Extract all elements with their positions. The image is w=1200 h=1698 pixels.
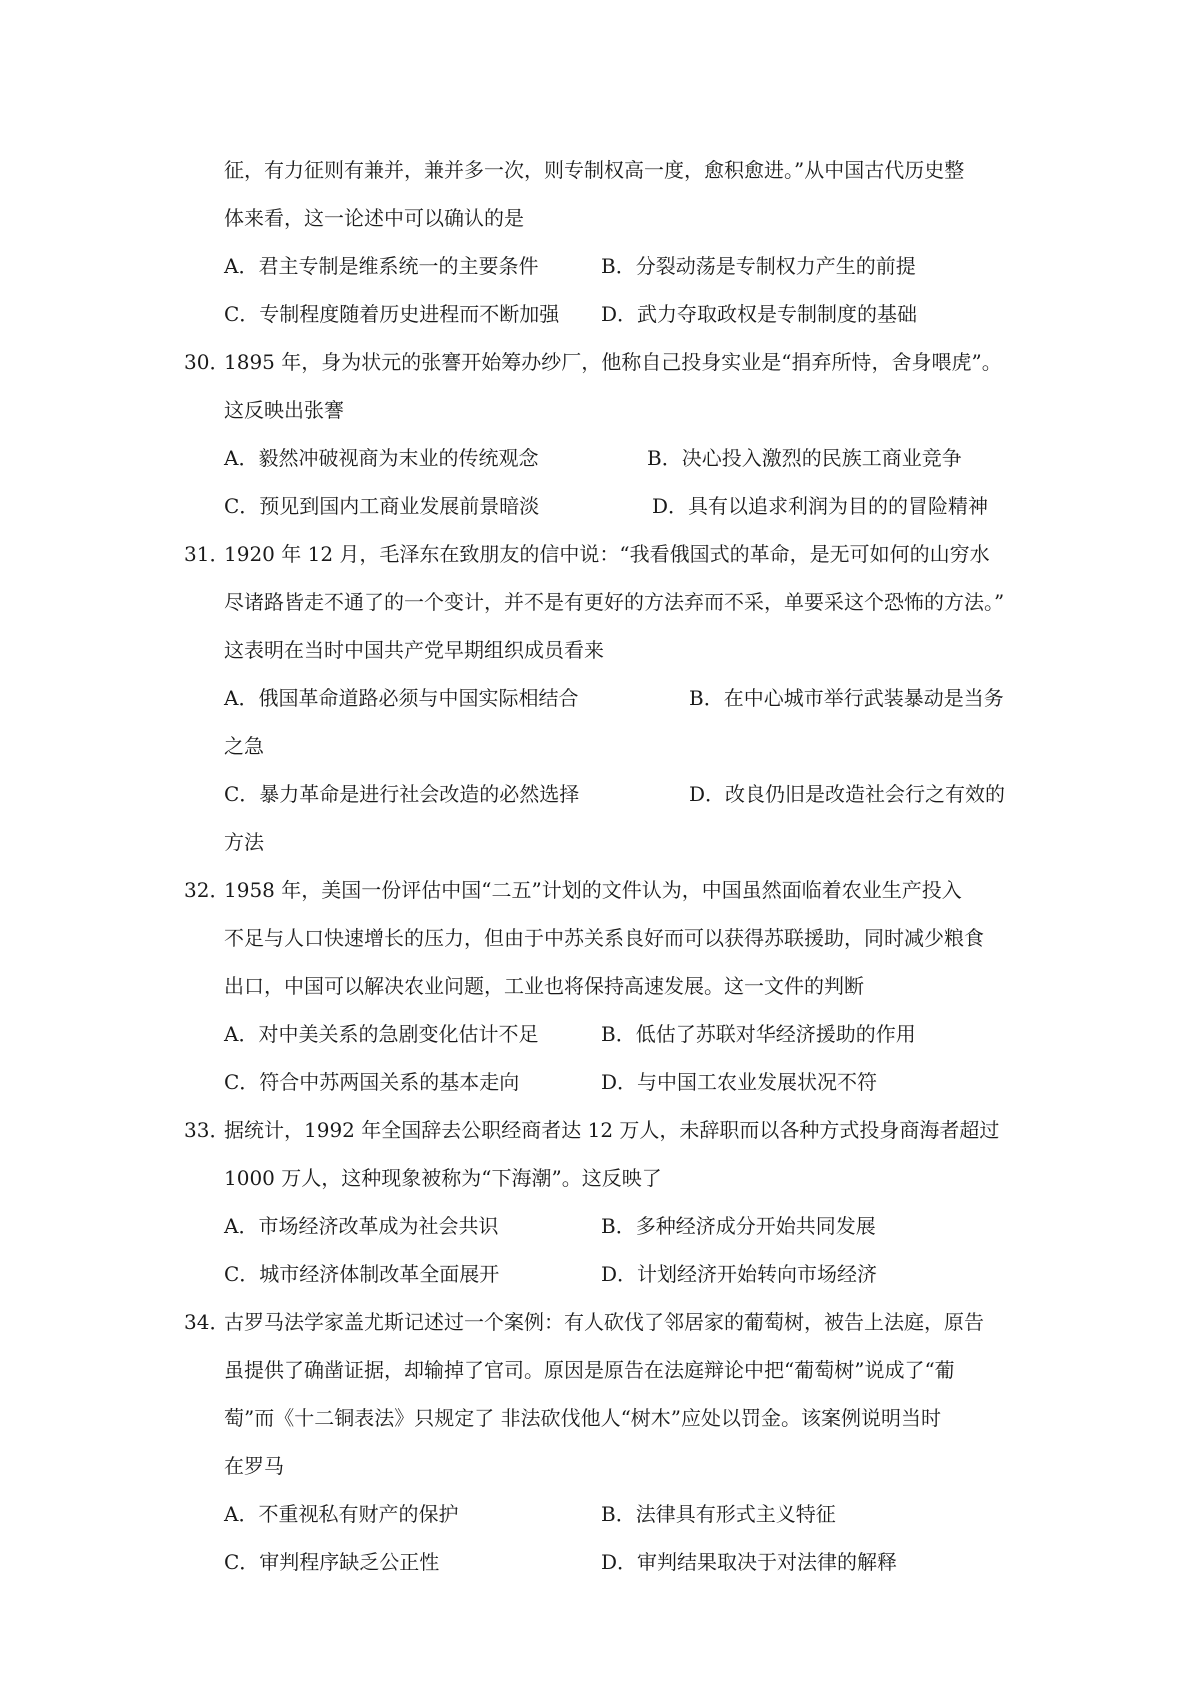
q31-number: 31． [184, 542, 230, 566]
q29-option-b: B．分裂动荡是专制权力产生的前提 [601, 254, 916, 278]
q32-stem-line-3: 出口，中国可以解决农业问题，工业也将保持高速发展。这一文件的判断 [224, 974, 864, 998]
q31-option-d-cont: 方法 [224, 830, 264, 854]
q34-option-d: D．审判结果取决于对法律的解释 [601, 1550, 898, 1574]
q33-stem-line-1: 据统计，1992 年全国辞去公职经商者达 12 万人，未辞职而以各种方式投身商海者超过 [224, 1118, 1000, 1142]
q30-option-c: C．预见到国内工商业发展前景暗淡 [224, 494, 540, 518]
q30-option-a: A．毅然冲破视商为末业的传统观念 [224, 446, 539, 470]
q29-option-c: C．专制程度随着历史进程而不断加强 [224, 302, 560, 326]
q31-option-c: C．暴力革命是进行社会改造的必然选择 [224, 782, 580, 806]
q29-stem-line-2: 体来看，这一论述中可以确认的是 [224, 206, 524, 230]
q30-option-d: D．具有以追求利润为目的的冒险精神 [652, 494, 989, 518]
q31-option-b: B．在中心城市举行武装暴动是当务 [689, 686, 1004, 710]
q31-stem-line-2: 尽诸路皆走不通了的一个变计，并不是有更好的方法弃而不采，单要采这个恐怖的方法。” [224, 590, 1005, 614]
q33-number: 33． [184, 1118, 230, 1142]
q31-stem-line-1: 1920 年 12 月，毛泽东在致朋友的信中说：“我看俄国式的革命，是无可如何的山穷水 [224, 542, 990, 566]
q29-stem-line-1: 征，有力征则有兼并，兼并多一次，则专制权高一度，愈积愈进。”从中国古代历史整 [224, 158, 965, 182]
q30-number: 30． [184, 350, 230, 374]
q33-option-c: C．城市经济体制改革全面展开 [224, 1262, 500, 1286]
q29-option-a: A．君主专制是维系统一的主要条件 [224, 254, 539, 278]
q31-option-a: A．俄国革命道路必须与中国实际相结合 [224, 686, 579, 710]
q33-option-d: D．计划经济开始转向市场经济 [601, 1262, 878, 1286]
q32-option-a: A．对中美关系的急剧变化估计不足 [224, 1022, 539, 1046]
q34-number: 34． [184, 1310, 230, 1334]
q34-stem-line-1: 古罗马法学家盖尤斯记述过一个案例：有人砍伐了邻居家的葡萄树，被告上法庭，原告 [224, 1310, 984, 1334]
q34-stem-line-4: 在罗马 [224, 1454, 284, 1478]
q34-option-b: B．法律具有形式主义特征 [601, 1502, 836, 1526]
q32-option-d: D．与中国工农业发展状况不符 [601, 1070, 878, 1094]
q30-stem-line-1: 1895 年，身为状元的张謇开始筹办纱厂，他称自己投身实业是“捐弃所恃，舍身喂虎”。 [224, 350, 1002, 374]
q32-stem-line-2: 不足与人口快速增长的压力，但由于中苏关系良好而可以获得苏联援助，同时减少粮食 [224, 926, 984, 950]
q33-option-a: A．市场经济改革成为社会共识 [224, 1214, 499, 1238]
q30-option-b: B．决心投入激烈的民族工商业竞争 [647, 446, 962, 470]
q31-option-b-cont: 之急 [224, 734, 264, 758]
q34-stem-line-3: 萄”而《十二铜表法》只规定了 非法砍伐他人“树木”应处以罚金。该案例说明当时 [224, 1406, 942, 1430]
q32-number: 32． [184, 878, 230, 902]
q30-stem-line-2: 这反映出张謇 [224, 398, 344, 422]
q34-stem-line-2: 虽提供了确凿证据，却输掉了官司。原因是原告在法庭辩论中把“葡萄树”说成了“葡 [224, 1358, 955, 1382]
q32-option-b: B．低估了苏联对华经济援助的作用 [601, 1022, 916, 1046]
q34-option-a: A．不重视私有财产的保护 [224, 1502, 459, 1526]
q31-option-d: D．改良仍旧是改造社会行之有效的 [689, 782, 1006, 806]
q32-option-c: C．符合中苏两国关系的基本走向 [224, 1070, 520, 1094]
q32-stem-line-1: 1958 年，美国一份评估中国“二五”计划的文件认为，中国虽然面临着农业生产投入 [224, 878, 962, 902]
q31-stem-line-3: 这表明在当时中国共产党早期组织成员看来 [224, 638, 604, 662]
q33-option-b: B．多种经济成分开始共同发展 [601, 1214, 876, 1238]
q33-stem-line-2: 1000 万人，这种现象被称为“下海潮”。这反映了 [224, 1166, 662, 1190]
q34-option-c: C．审判程序缺乏公正性 [224, 1550, 440, 1574]
q29-option-d: D．武力夺取政权是专制制度的基础 [601, 302, 918, 326]
